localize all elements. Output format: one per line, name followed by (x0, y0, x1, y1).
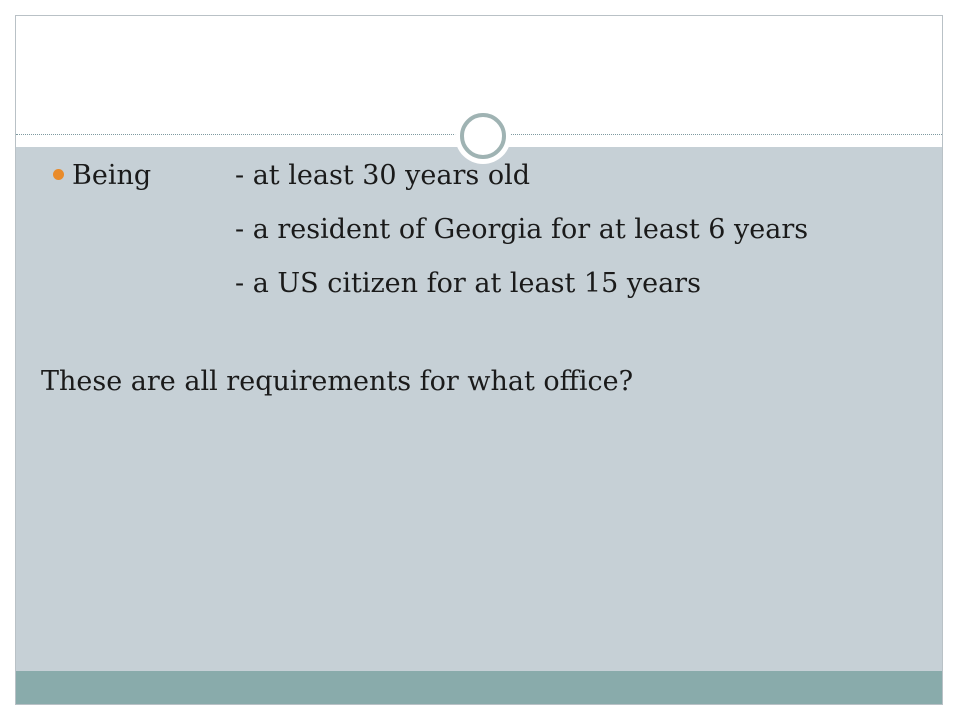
question-text: These are all requirements for what office? (41, 366, 634, 397)
slide (15, 15, 943, 705)
circle-ornament-icon (455, 108, 511, 164)
requirement-age: - at least 30 years old (235, 160, 531, 191)
footer-bar (16, 671, 942, 705)
requirement-residency: - a resident of Georgia for at least 6 years (235, 214, 809, 245)
circle-ornament-ring (460, 113, 506, 159)
requirement-citizenship: - a US citizen for at least 15 years (235, 268, 701, 299)
bullet-lead-text: Being (72, 160, 152, 191)
bullet-icon (53, 169, 64, 180)
